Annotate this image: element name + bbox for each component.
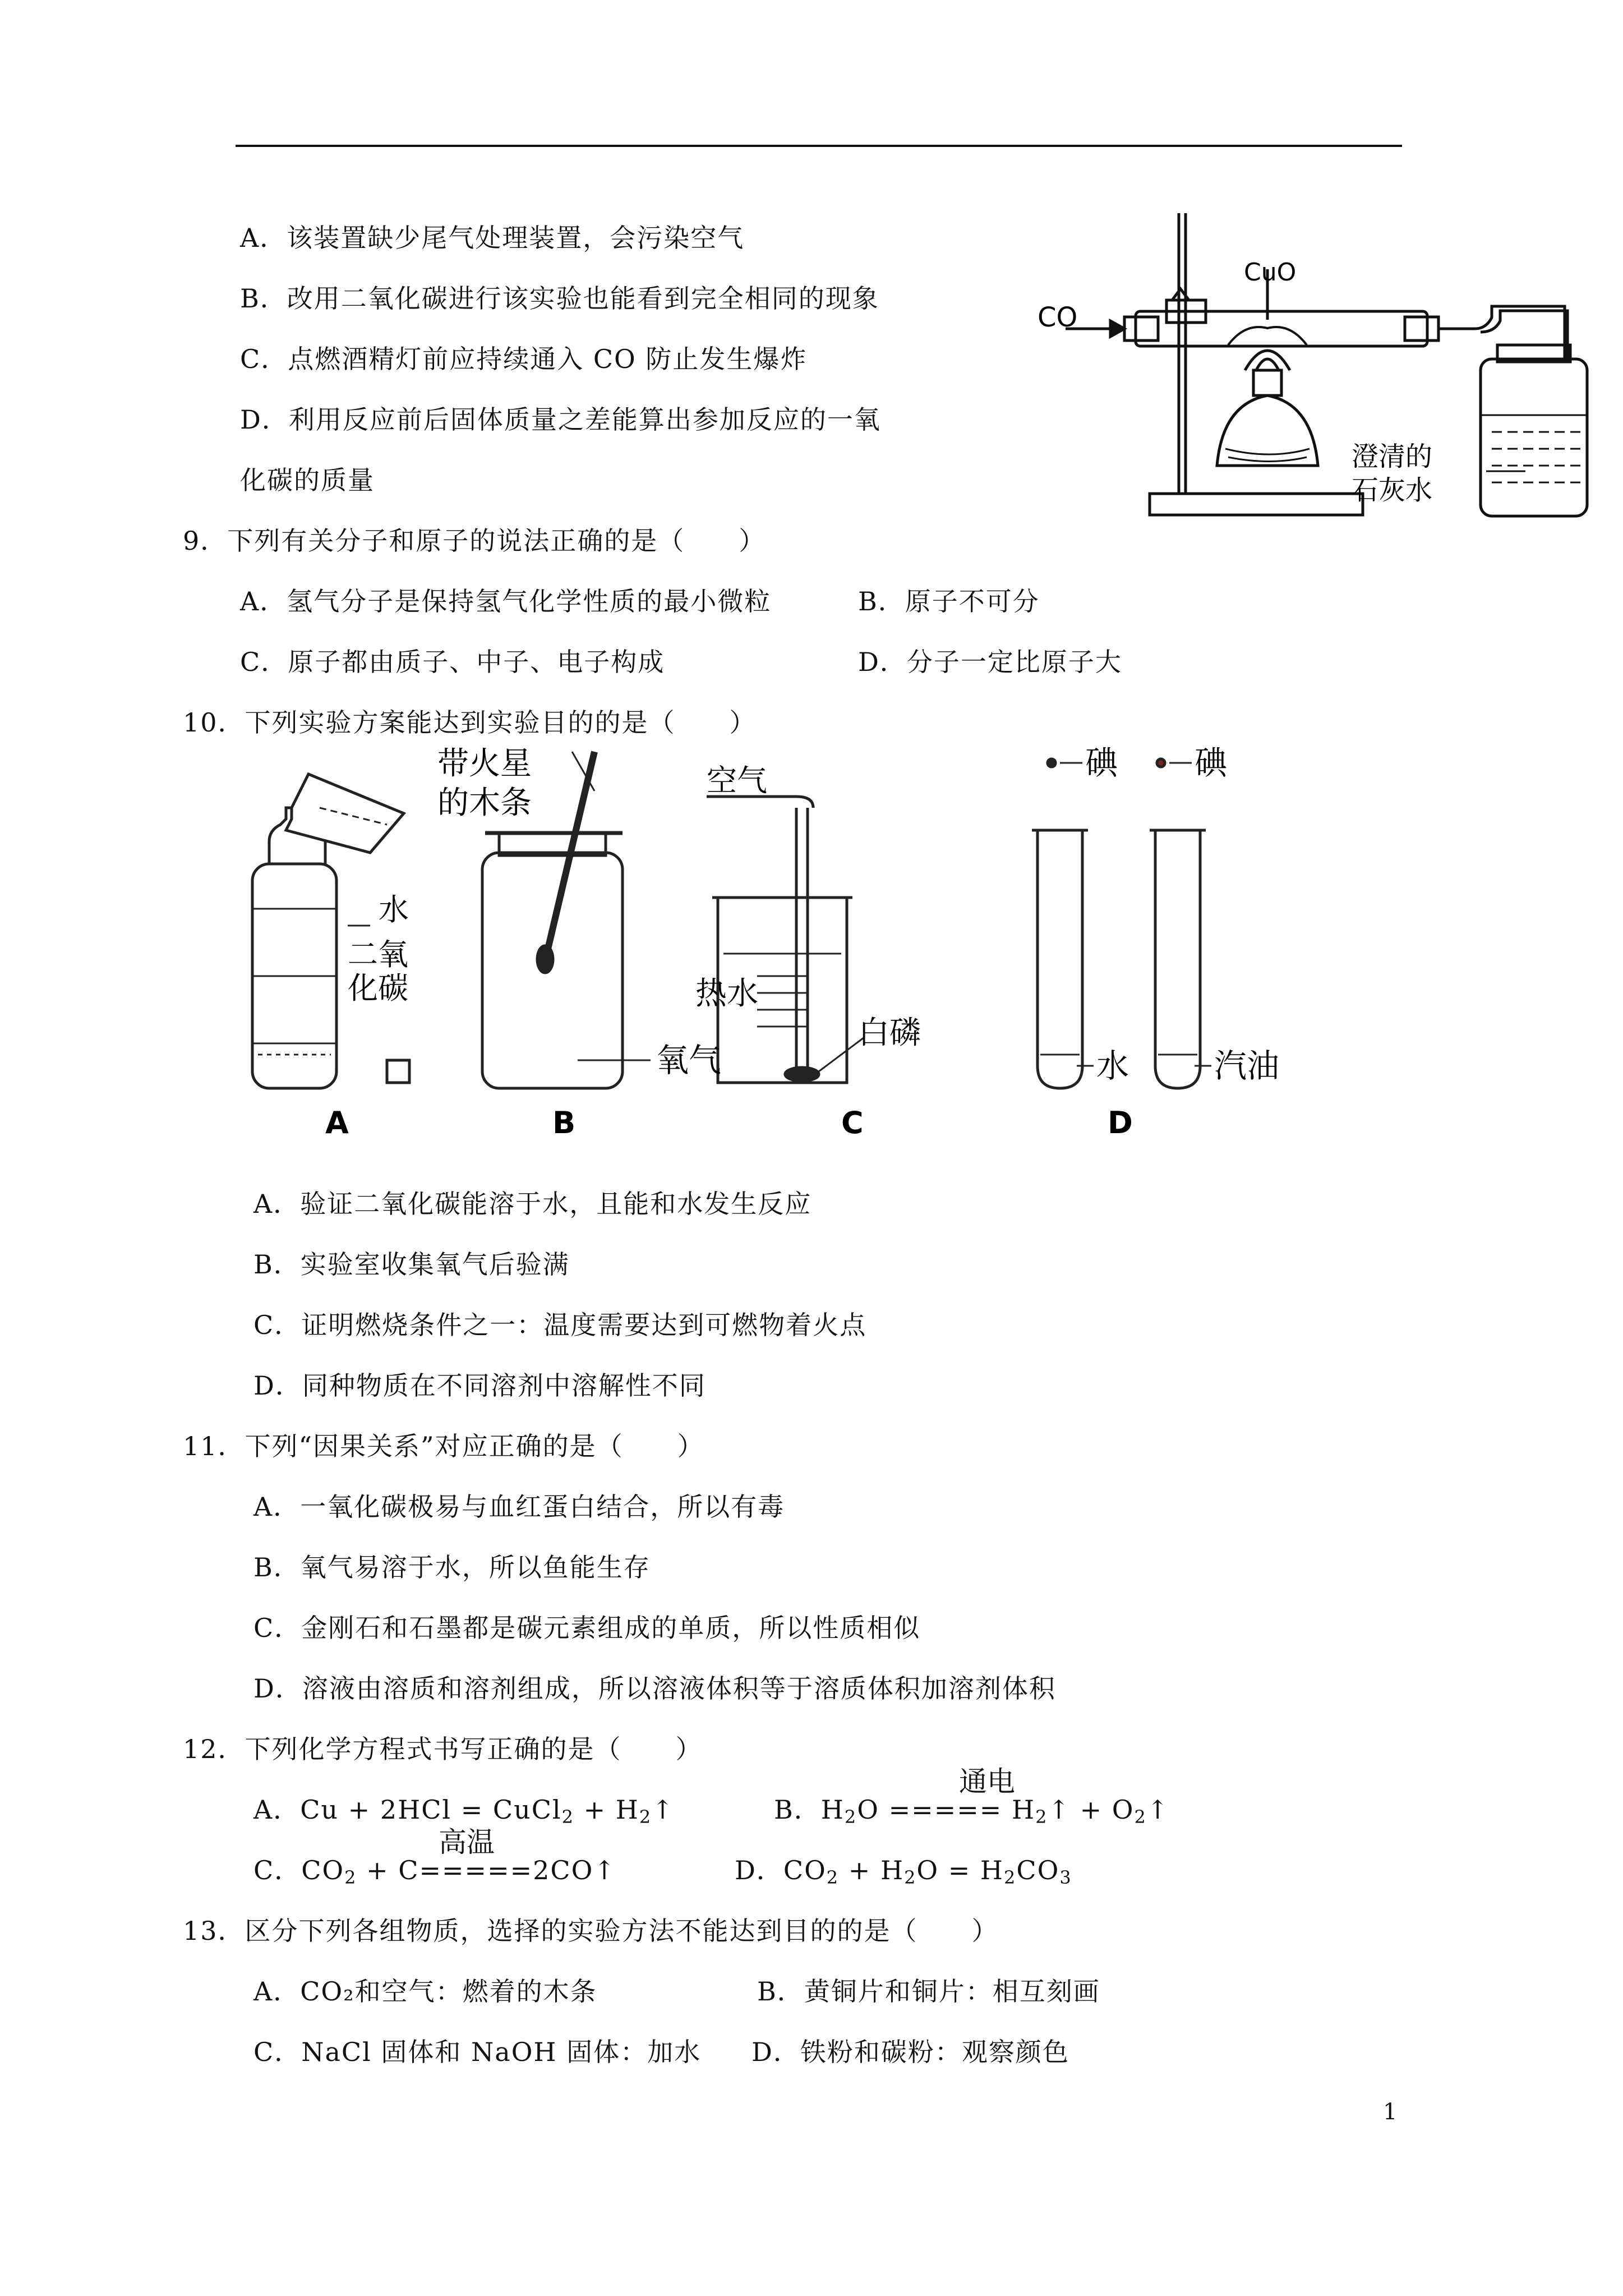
- fig-caption-a: A: [325, 1105, 349, 1140]
- fig-c-phosphorus: 白磷: [858, 1015, 921, 1051]
- page-number: 1: [1383, 2099, 1398, 2125]
- q11-stem: 11．下列“因果关系”对应正确的是（ ）: [183, 1431, 704, 1461]
- fig-c-hotwater: 热水: [695, 976, 758, 1012]
- q9-option-c: C．原子都由质子、中子、电子构成: [240, 647, 665, 677]
- q8-apparatus-figure: [1032, 202, 1610, 533]
- fig-b-splint-2: 的木条: [437, 785, 532, 821]
- q11-option-b: B．氧气易溶于水，所以鱼能生存: [253, 1552, 651, 1582]
- q12-b-condition: 通电: [959, 1765, 1015, 1798]
- label-limewater-2: 石灰水: [1352, 475, 1433, 506]
- fig-caption-d: D: [1108, 1105, 1133, 1140]
- fig-d-gasoline: 汽油: [1214, 1047, 1280, 1085]
- label-limewater-1: 澄清的: [1352, 441, 1433, 472]
- fig-d-iodine-2: 碘: [1195, 744, 1228, 782]
- q13-option-c: C．NaCl 固体和 NaOH 固体：加水: [253, 2037, 702, 2067]
- q11-option-d: D．溶液由溶质和溶剂组成，所以溶液体积等于溶质体积加溶剂体积: [253, 1673, 1056, 1704]
- fig-a-co2-2: 化碳: [348, 970, 408, 1006]
- fig-d-iodine-1: 碘: [1085, 744, 1118, 782]
- q11-option-c: C．金刚石和石墨都是碳元素组成的单质，所以性质相似: [253, 1613, 921, 1643]
- fig-c-air: 空气: [707, 763, 767, 798]
- q10-option-b: B．实验室收集氧气后验满: [253, 1249, 570, 1280]
- q9-option-d: D．分子一定比原子大: [858, 647, 1122, 677]
- fig-a-water: 水: [379, 892, 409, 927]
- q9-option-b: B．原子不可分: [858, 586, 1040, 616]
- q8-option-c: C．点燃酒精灯前应持续通入 CO 防止发生爆炸: [240, 344, 808, 374]
- q12-option-b: B．$H_2O$ ===== $H_2↑$ + $O_2↑$: [774, 1795, 1170, 1828]
- q12-stem: 12．下列化学方程式书写正确的是（ ）: [183, 1734, 703, 1764]
- q13-stem: 13．区分下列各组物质，选择的实验方法不能达到目的的是（ ）: [183, 1916, 999, 1946]
- fig-caption-b: B: [552, 1105, 576, 1140]
- q10-experiments-figure: [236, 740, 1312, 1144]
- q8-option-d-continued: 化碳的质量: [240, 465, 375, 495]
- fig-d-water: 水: [1096, 1047, 1129, 1085]
- label-cuo: CuO: [1244, 258, 1297, 287]
- q8-option-b: B．改用二氧化碳进行该实验也能看到完全相同的现象: [240, 283, 879, 314]
- q10-option-c: C．证明燃烧条件之一：温度需要达到可燃物着火点: [253, 1310, 867, 1340]
- q8-option-d: D．利用反应前后固体质量之差能算出参加反应的一氧: [240, 404, 881, 435]
- q9-stem: 9．下列有关分子和原子的说法正确的是（ ）: [183, 526, 766, 556]
- q12-option-c: C．$CO_2$ + C=====2CO↑: [253, 1855, 616, 1888]
- q8-option-a: A．该装置缺少尾气处理装置，会污染空气: [240, 223, 745, 253]
- q10-option-d: D．同种物质在不同溶剂中溶解性不同: [253, 1370, 706, 1401]
- q13-option-b: B．黄铜片和铜片：相互刻画: [757, 1976, 1100, 2007]
- label-co: CO: [1038, 302, 1078, 333]
- fig-a-co2-1: 二氧: [348, 937, 408, 972]
- fig-b-oxygen: 氧气: [656, 1041, 722, 1079]
- q13-option-a: A．CO₂和空气：燃着的木条: [253, 1976, 597, 2007]
- q10-option-a: A．验证二氧化碳能溶于水，且能和水发生反应: [253, 1189, 812, 1219]
- q10-stem: 10．下列实验方案能达到实验目的的是（ ）: [183, 707, 757, 738]
- q12-c-condition: 高温: [439, 1826, 495, 1858]
- q11-option-a: A．一氧化碳极易与血红蛋白结合，所以有毒: [253, 1492, 785, 1522]
- fig-caption-c: C: [841, 1105, 864, 1140]
- header-rule: [236, 145, 1402, 147]
- q9-option-a: A．氢气分子是保持氢气化学性质的最小微粒: [240, 586, 772, 616]
- q12-option-a: A．Cu + 2HCl = CuCl$_2$ + $H_2↑$: [253, 1795, 675, 1828]
- fig-b-splint-1: 带火星: [437, 746, 532, 782]
- q13-option-d: D．铁粉和碳粉：观察颜色: [751, 2037, 1069, 2067]
- q12-option-d: D．$CO_2 + H_2O = H_2CO_3$: [735, 1855, 1072, 1888]
